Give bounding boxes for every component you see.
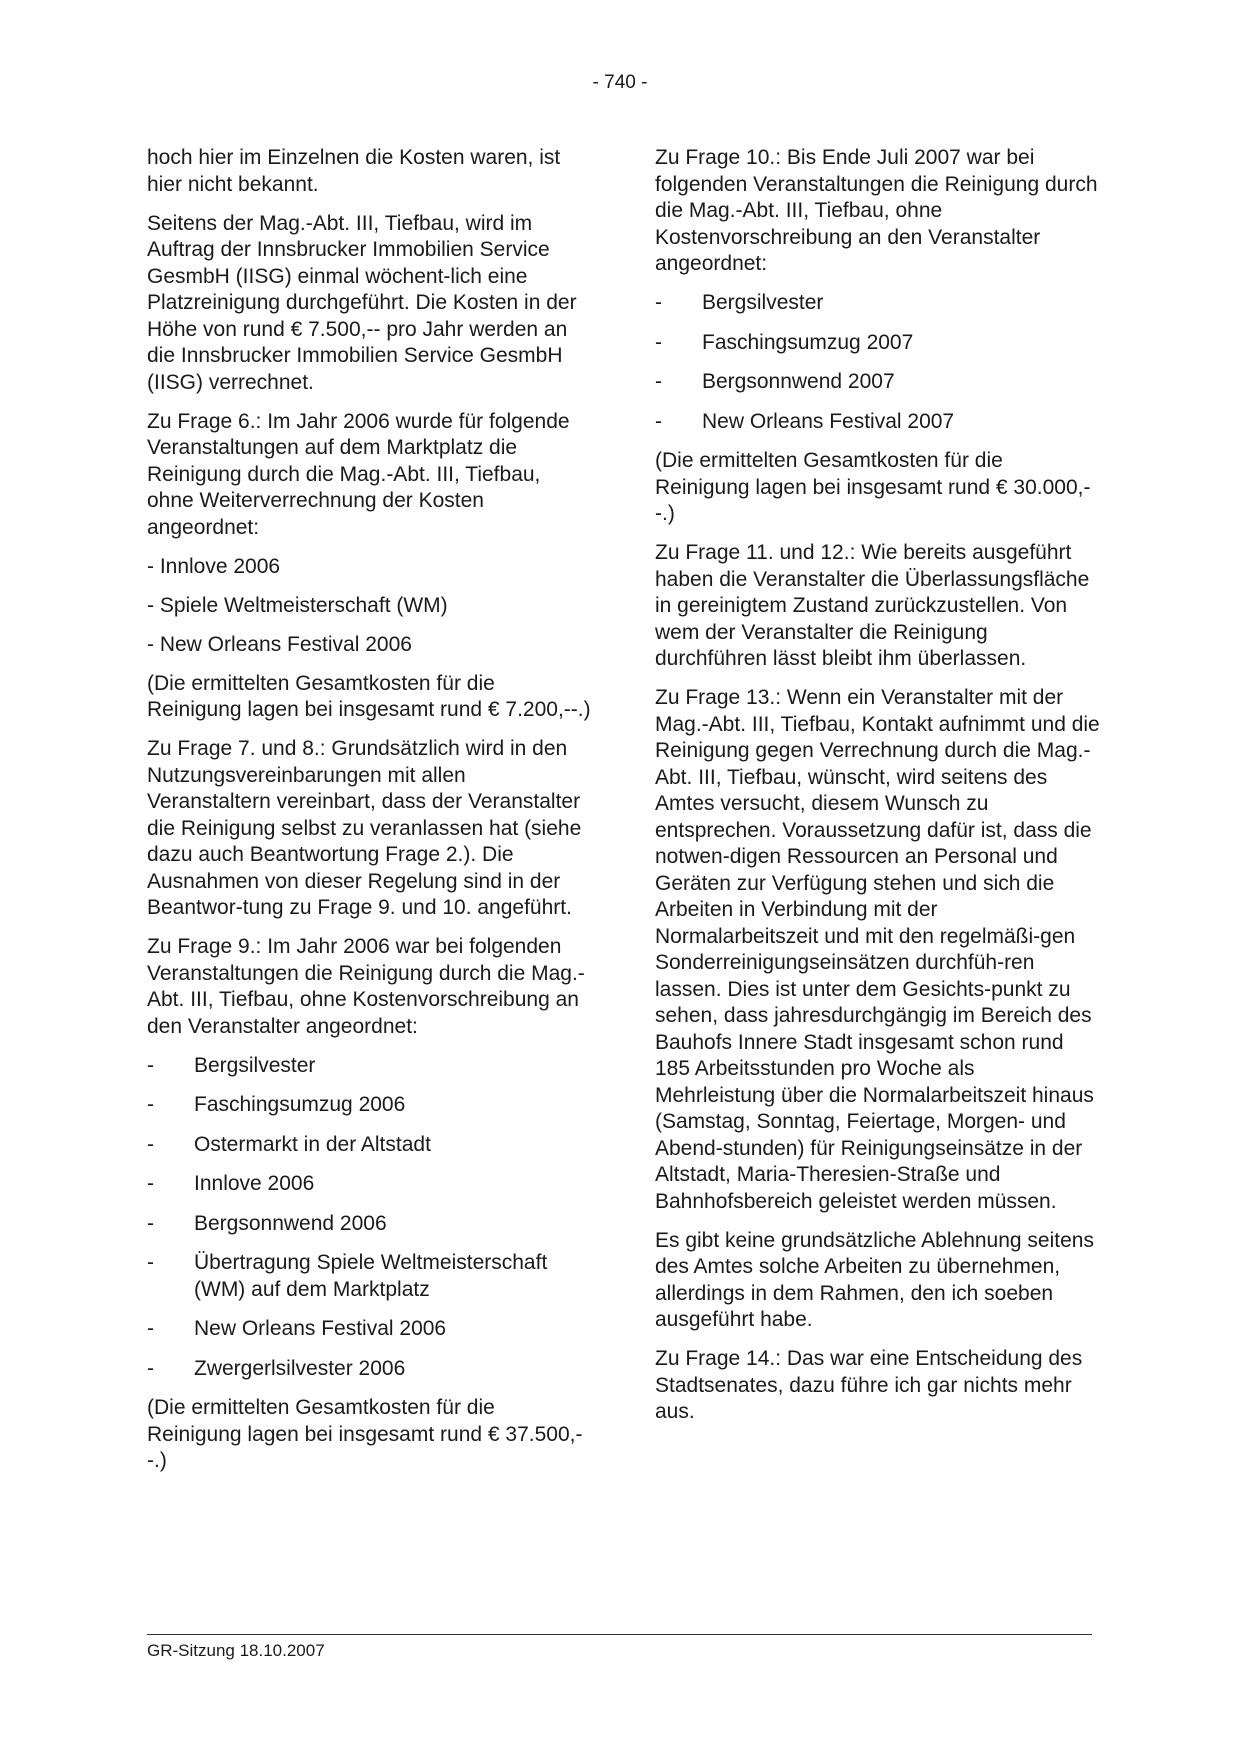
list-item: - Faschingsumzug 2006 [147, 1093, 406, 1116]
paragraph: (Die ermittelten Gesamtkosten für die Reinigung lagen bei insgesamt rund € 30.000,--.) [655, 449, 1091, 525]
footer-divider [147, 1634, 1092, 1635]
list-item: - Bergsilvester [147, 1053, 316, 1077]
page-number: - 740 - [592, 72, 648, 93]
list-item: - Zwergerlsilvester 2006 [147, 1356, 406, 1380]
list-item: - New Orleans Festival 2007 [655, 409, 955, 433]
list-item: - Bergsilvester [655, 291, 824, 314]
paragraph: (Die ermittelten Gesamtkosten für die Reinigung lagen bei insgesamt rund € 7.200,--.) [147, 671, 591, 721]
list-item: - Spiele Weltmeisterschaft (WM) [147, 593, 448, 617]
paragraph: Zu Frage 6.: Im Jahr 2006 wurde für folgende Veranstaltungen auf dem Marktplatz die Reinigung durch die Mag.-Abt. III, Tiefbau, ohne Weiterverrechnung der Kosten angeordnet: [147, 409, 570, 539]
event-list-2007 [655, 290, 1100, 435]
paragraph: Zu Frage 13.: Wenn ein Veranstalter mit der Mag.-Abt. III, Tiefbau, Kontakt aufnimmt und die Reinigung gegen Verrechnung durch die Mag.-Abt. III, Tiefbau, wünscht, wird seitens des Amtes versucht, diesem Wunsch zu entsprechen. Voraussetzung dafür ist, dass die notwen-digen Ressourcen an Personal und Geräten zur Verfügung stehen und sich die Arbeiten in Verbindung mit der Normalarbeitszeit und mit den regelmäßi-gen Sonderreinigungseinsätzen durchfüh-ren lassen. Dies ist unter dem Gesichts-punkt zu sehen, dass jahresdurchgängig im Bereich des Bauhofs Innere Stadt insgesamt schon rund 185 Arbeitsstunden pro Woche als Mehrleistung über die Normalarbeitszeit hinaus (Samstag, Sonntag, Feiertage, Morgen- und Abend-stunden) für Reinigungseinsätze in der Altstadt, Maria-Theresien-Straße und Bahnhofsbereich geleistet werden müssen. [655, 686, 1100, 1213]
paragraph: Zu Frage 7. und 8.: Grundsätzlich wird in den Nutzungsvereinbarungen mit allen Veranstaltern vereinbart, dass der Veranstalter die Reinigung selbst zu veranlassen hat (siehe dazu auch Beantwortung Frage 2.). Die Ausnahmen von dieser Regelung sind in der Beantwor-tung zu Frage 9. und 10. angeführt. [147, 737, 582, 919]
footer-label: GR-Sitzung 18.10.2007 [147, 1641, 325, 1660]
paragraph: hoch hier im Einzelnen die Kosten waren, ist hier nicht bekannt. [147, 146, 561, 196]
paragraph: Zu Frage 11. und 12.: Wie bereits ausgeführt haben die Veranstalter die Überlassungsfläche in gereinigtem Zustand zurückzustellen. Von wem der Veranstalter die Reinigung durchführen lässt bleibt ihm überlassen. [655, 541, 1090, 670]
paragraph: (Die ermittelten Gesamtkosten für die Reinigung lagen bei insgesamt rund € 37.500,--.) [147, 1396, 583, 1472]
event-list-2006 [147, 1053, 592, 1383]
list-item: - Bergsonnwend 2007 [655, 370, 895, 393]
list-item: - Faschingsumzug 2007 [655, 330, 914, 354]
left-column [147, 145, 592, 1487]
list-item: - New Orleans Festival 2006 [147, 632, 412, 656]
list-item: - Innlove 2006 [147, 1172, 315, 1195]
list-item: - Übertragung Spiele Weltmeisterschaft (WM) auf dem Marktplatz [147, 1251, 548, 1301]
paragraph: Zu Frage 10.: Bis Ende Juli 2007 war bei folgenden Veranstaltungen die Reinigung durch die Mag.-Abt. III, Tiefbau, ohne Kostenvorschreibung an den Veranstalter angeordnet: [655, 146, 1098, 275]
right-column [655, 145, 1100, 1438]
paragraph: Zu Frage 14.: Das war eine Entscheidung des Stadtsenates, dazu führe ich gar nichts mehr aus. [655, 1347, 1083, 1423]
list-item: - New Orleans Festival 2006 [147, 1317, 447, 1340]
list-item: - Bergsonnwend 2006 [147, 1211, 387, 1235]
list-item: - Innlove 2006 [147, 554, 281, 578]
paragraph: Zu Frage 9.: Im Jahr 2006 war bei folgenden Veranstaltungen die Reinigung durch die Mag.-Abt. III, Tiefbau, ohne Kostenvorschreibung an den Veranstalter angeordnet: [147, 935, 585, 1038]
paragraph: Es gibt keine grundsätzliche Ablehnung seitens des Amtes solche Arbeiten zu übernehmen, allerdings in dem Rahmen, den ich soeben ausgeführt habe. [655, 1228, 1094, 1331]
paragraph: Seitens der Mag.-Abt. III, Tiefbau, wird im Auftrag der Innsbrucker Immobilien Service GesmbH (IISG) einmal wöchent-lich eine Platzreinigung durchgeführt. Die Kosten in der Höhe von rund € 7.500,-- pro Jahr werden an die Innsbrucker Immobilien Service GesmbH (IISG) verrechnet. [147, 211, 577, 394]
list-item: - Ostermarkt in der Altstadt [147, 1132, 431, 1156]
